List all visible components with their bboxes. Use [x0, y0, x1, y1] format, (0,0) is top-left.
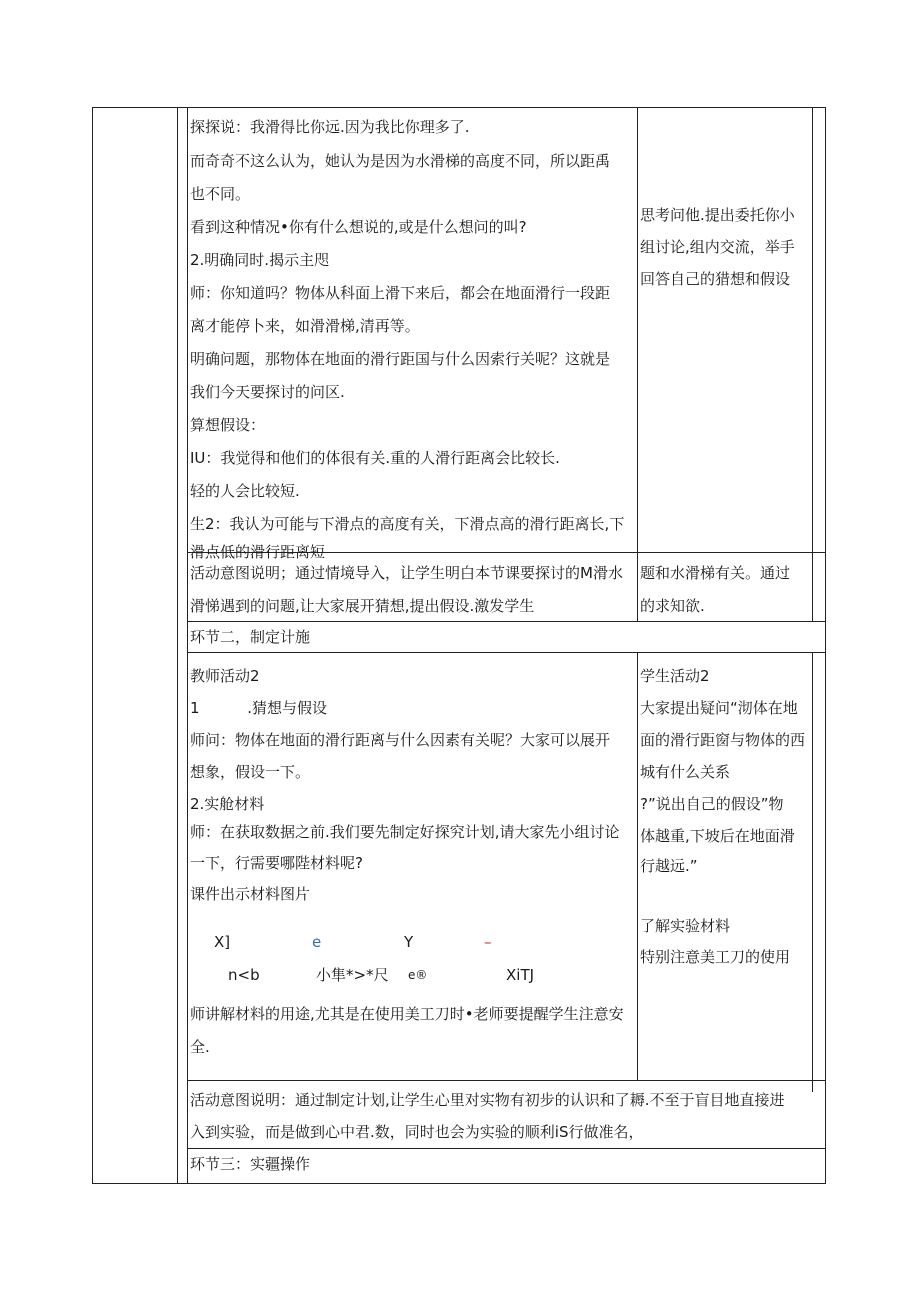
section3-header: 环节三：实疆操作: [190, 1155, 311, 1173]
material-label: Y: [404, 933, 414, 951]
row-rule-2: [187, 621, 826, 622]
text-line: 特别注意美工刀的使用: [640, 948, 791, 966]
text-line: 1 .猜想与假设: [190, 699, 327, 717]
text-line: 滑点低的滑行距离短: [190, 543, 326, 561]
text-line: 大家提出疑问“沏体在地: [640, 699, 798, 717]
text-line: 回答自己的猎想和假设: [640, 270, 791, 288]
material-label: 小隼*>*尺: [316, 966, 389, 984]
table-border-inner-right2: [812, 652, 813, 1092]
text-line: 城有什么关系: [640, 763, 731, 781]
intent-line: 入到实验，而是做到心中君.数，同时也会为实验的顺利iS行做准名，: [190, 1123, 644, 1141]
intent-line: 题和水滑梯有关。通过: [640, 564, 791, 582]
text-line: 明确问题，那物体在地面的滑行距国与什么因索行关呢？这就是: [190, 350, 611, 368]
text-line: 算想假设：: [190, 416, 266, 434]
text-line: 思考问他.提出委托你小: [640, 206, 795, 224]
text-line: 2.明确同时.揭示主咫: [190, 251, 330, 269]
material-label: e®: [408, 968, 428, 982]
text-line: 探探说：我滑得比你远.因为我比你理多了.: [190, 118, 470, 136]
row-rule-4: [187, 1080, 826, 1081]
intent-line: 滑悌遇到的问题,让大家展开猜想,提出假设.激发学生: [190, 597, 535, 615]
text-line: 生2：我认为可能与下滑点的高度有关，下滑点高的滑行距离长,下: [190, 515, 625, 533]
text-line: 行越远.”: [640, 857, 698, 875]
text-line: 想象，假设一下。: [190, 763, 311, 781]
text-line: 面的滑行距窗与物体的西: [640, 731, 806, 749]
text-line: IU：我觉得和他们的体很有关.重的人滑行距离会比较长.: [190, 449, 560, 467]
text-line: 轻的人会比较短.: [190, 482, 300, 500]
intent-line: 活动意图说明；通过情境导入，让学生明白本节课要探讨的M滑水: [190, 564, 623, 582]
table-border-inner-left: [177, 107, 178, 1184]
material-label: n<b: [228, 966, 260, 984]
section1-teacher-cell: [190, 112, 636, 561]
text-line: 而奇奇不这么认为，她认为是因为水滑梯的高度不同，所以距禹: [190, 152, 611, 170]
teacher-activity-title: 教师活动2: [190, 667, 260, 685]
column-divider-2: [637, 652, 638, 1080]
section1-student-cell: [640, 112, 810, 550]
text-line: 师：在获取数据之前.我们要先制定好探究计划,请大家先小组讨论: [190, 823, 620, 841]
text-line: 看到这种情况•你有什么想说的,或是什么想问的叫?: [190, 218, 527, 236]
text-line: 师问：物体在地面的滑行距离与什么因素有关呢？大家可以展开: [190, 731, 611, 749]
text-line: 2.实舱材料: [190, 795, 265, 813]
column-divider-1: [637, 107, 638, 621]
table-border-inner-left2: [187, 107, 188, 1184]
text-line: 课件出示材料图片: [190, 885, 311, 903]
text-line: ?”说出自己的假设”物: [640, 795, 784, 813]
section2-header: 环节二，制定计施: [190, 628, 311, 646]
material-label: XiTJ: [506, 966, 535, 984]
table-border-inner-right: [812, 107, 813, 621]
text-line: 我们今天要探讨的问区.: [190, 383, 345, 401]
material-label: e: [312, 933, 322, 951]
text-line: 也不同。: [190, 185, 251, 203]
text-line: 组讨论,组内交流，举手: [640, 238, 795, 256]
table-bottom-rule: [92, 1183, 826, 1184]
student-activity-title: 学生活动2: [640, 667, 710, 685]
row-rule-3: [187, 652, 826, 653]
table-border-right: [825, 107, 826, 1184]
text-line: 师：你知道吗？物体从科面上滑下来后，都会在地面滑行一段距: [190, 284, 611, 302]
material-label: –: [484, 933, 492, 951]
text-line: 一下，行需要哪陛材料呢?: [190, 854, 363, 872]
material-label: X]: [214, 933, 231, 951]
text-line: 全.: [190, 1038, 210, 1056]
intent-line: 的求知欲.: [640, 597, 705, 615]
row-rule-5: [187, 1148, 826, 1149]
intent-line: 活动意图说明：通过制定计划,让学生心里对实物有初步的认识和了耨.不至于盲目地直接进: [190, 1091, 785, 1109]
table-top-rule: [92, 107, 826, 108]
text-line: 师讲解材料的用途,尤其是在使用美工刀时•老师要提醒学生注意安: [190, 1005, 624, 1023]
table-border-left: [92, 107, 93, 1184]
text-line: 离才能停卜来，如滑滑梯,清再等。: [190, 317, 420, 335]
text-line: 了解实验材料: [640, 917, 731, 935]
text-line: 体越重,下坡后在地面滑: [640, 827, 795, 845]
